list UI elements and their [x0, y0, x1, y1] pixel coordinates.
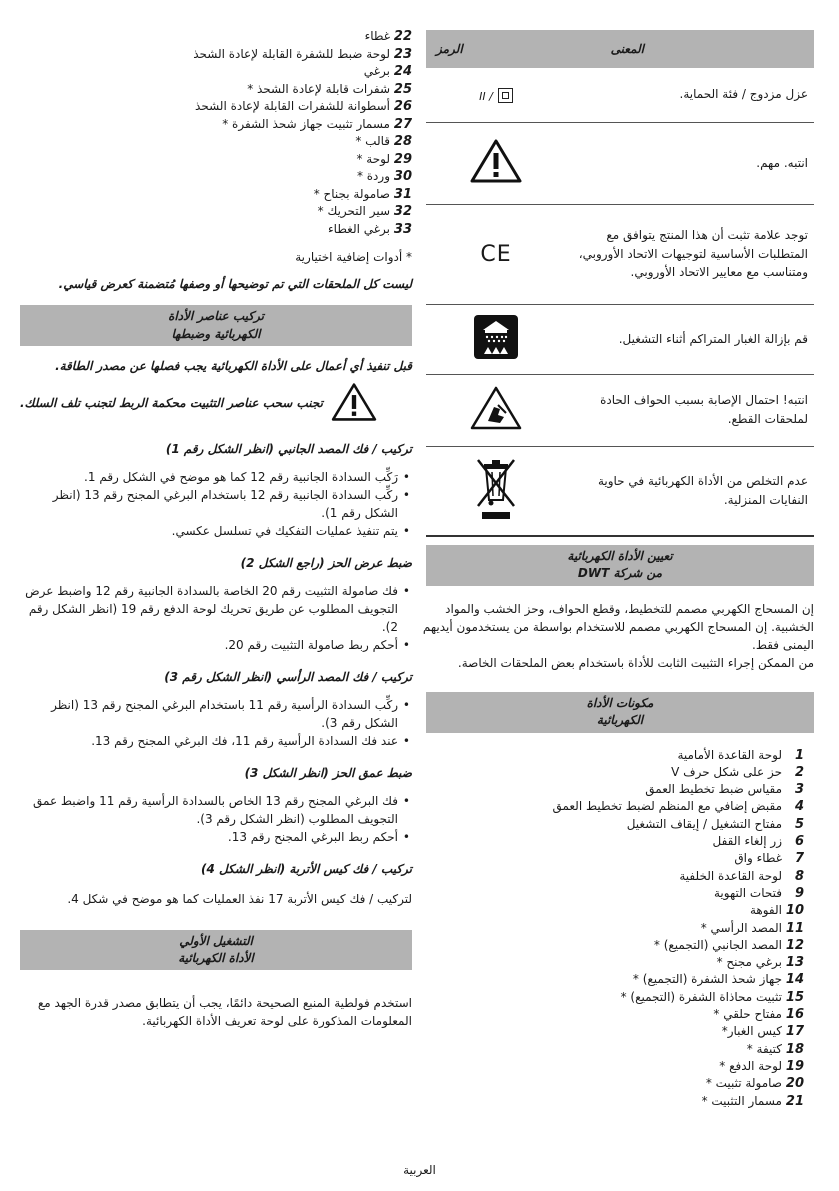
- component-number: 12: [785, 937, 804, 953]
- symbol-meaning: عدم التخلص من الأداة الكهربائية في حاوية النفايات المنزلية.: [566, 446, 814, 536]
- component-number: 13: [785, 955, 804, 971]
- component-number: 20: [785, 1076, 804, 1092]
- component-item: [20, 168, 412, 186]
- component-number: 23: [393, 46, 412, 62]
- component-number: 30: [393, 169, 412, 184]
- double-insulation-icon: II /: [426, 68, 566, 122]
- page-language: العربية: [403, 1163, 436, 1177]
- component-label: سير التحريك *: [317, 204, 390, 218]
- assembly-step: • أحكم ربط البرغي المجنح رقم 13.: [20, 828, 398, 846]
- component-label: قالب *: [355, 134, 390, 148]
- component-number: 3: [794, 782, 804, 798]
- assembly-step: • رَكِّب السدادة الجانبية رقم 12 كما هو موضح في الشكل رقم 1.: [20, 468, 398, 486]
- component-label: مقياس ضبط تخطيط العمق: [645, 782, 782, 797]
- header-symbol: الرمز: [436, 42, 463, 56]
- warning-triangle-icon: [331, 382, 377, 426]
- component-number: 14: [785, 972, 804, 988]
- component-label: كيس الغبار*: [721, 1024, 782, 1039]
- component-number: 24: [393, 64, 412, 79]
- component-label: غطاء: [364, 29, 390, 43]
- component-number: 8: [794, 868, 804, 884]
- component-label: زر إلغاء القفل: [712, 834, 782, 849]
- symbols-table: [426, 30, 814, 537]
- component-item: [426, 868, 814, 885]
- cord-warning-row: [20, 382, 412, 426]
- component-item: [426, 764, 814, 781]
- component-item: [426, 1023, 814, 1040]
- component-number: 7: [794, 851, 804, 867]
- assembly-title: [20, 305, 412, 346]
- component-label: برغي: [363, 64, 390, 78]
- symbol-meaning: انتبه. مهم.: [566, 122, 814, 204]
- component-label: مفتاح حلقي *: [713, 1007, 782, 1022]
- component-label: مسمار التثبيت *: [701, 1093, 782, 1108]
- assembly-section-heading: ضبط عمق الحز (انظر الشكل 3): [244, 765, 412, 780]
- assembly-step: • فك صامولة التثبيت رقم 20 الخاصة بالسدادة الجانبية رقم 12 واضبط عرض التجويف المطلوب عن طريق تحريك لوحة الدفع رقم 19 (انظر الشكل رقم 2).: [20, 582, 398, 636]
- component-label: المصد الجانبي (التجميع) *: [653, 937, 782, 952]
- component-label: أسطوانة للشفرات القابلة لإعادة الشحذ: [195, 99, 390, 113]
- component-label: جهاز شحذ الشفرة (التجميع) *: [632, 972, 782, 987]
- component-number: 15: [785, 989, 804, 1005]
- symbol-meaning: عزل مزدوج / فئة الحماية.: [566, 68, 814, 122]
- component-label: تثبيت محاذاة الشفرة (التجميع) *: [620, 989, 782, 1004]
- component-number: 19: [785, 1058, 804, 1074]
- component-item: [20, 221, 412, 239]
- component-item: [426, 1006, 814, 1023]
- weee-bin-icon: [426, 446, 566, 536]
- initial-operation-title-line1: التشغيل الأولي: [179, 933, 253, 948]
- components-title-line1: مكونات الأداة: [586, 695, 654, 710]
- assembly-steps: [20, 696, 412, 750]
- component-number: 21: [785, 1093, 804, 1109]
- component-number: 17: [785, 1024, 804, 1040]
- assembly-steps: [20, 792, 412, 846]
- component-label: لوحة القاعدة الأمامية: [677, 747, 782, 762]
- component-number: 6: [794, 834, 804, 850]
- component-number: 26: [393, 99, 412, 114]
- identification-text: [408, 600, 814, 672]
- component-item: [426, 1041, 814, 1058]
- component-label: فتحات التهوية: [714, 885, 782, 900]
- component-number: 2: [794, 764, 804, 780]
- component-number: 31: [393, 186, 412, 202]
- component-number: 1: [794, 747, 804, 763]
- initial-operation-title-line2: الأداة الكهربائية: [178, 950, 254, 965]
- component-item: [426, 816, 814, 833]
- component-label: حز على شكل حرف V: [671, 764, 782, 779]
- right-column: [422, 30, 814, 1110]
- component-number: 9: [794, 885, 804, 901]
- component-item: [426, 989, 814, 1006]
- identification-title-line2: من شركة DWT: [577, 566, 663, 581]
- assembly-steps: [20, 582, 412, 654]
- component-item: [426, 1093, 814, 1110]
- component-label: المصد الرأسي *: [700, 920, 782, 935]
- components-title: [426, 692, 814, 733]
- initial-operation-title: [20, 930, 412, 971]
- identification-paragraph: إن المسحاج الكهربي مصمم للتخطيط، وقطع الحواف، وحز الخشب والمواد الخشبية. إن المسحاج الكهربي مصمم للاستخدام بواسطة من يستخدمون أيديهم اليمنى فقط.: [422, 601, 814, 652]
- component-label: وردة *: [356, 169, 390, 183]
- component-label: لوحة الدفع *: [719, 1058, 782, 1073]
- component-number: 29: [393, 151, 412, 167]
- component-number: 32: [393, 204, 412, 219]
- component-label: مفتاح التشغيل / إيقاف التشغيل: [626, 816, 782, 831]
- identification-title-line1: تعيين الأداة الكهربائية: [567, 549, 673, 563]
- component-label: غطاء واق: [734, 851, 782, 866]
- symbol-row-warning: [426, 122, 814, 204]
- component-item: [20, 28, 412, 46]
- component-item: [426, 1058, 814, 1075]
- component-item: [426, 747, 814, 764]
- symbol-row-dust: [426, 304, 814, 374]
- component-item: [20, 46, 412, 64]
- component-item: [426, 902, 814, 919]
- assembly-section-heading: تركيب / فك المصد الرأسي (انظر الشكل رقم 3): [164, 669, 412, 684]
- symbol-row-weee: [426, 446, 814, 536]
- component-item: [426, 798, 814, 815]
- component-item: [20, 116, 412, 134]
- component-number: 28: [393, 134, 412, 149]
- symbol-meaning: توجد علامة تثبت أن هذا المنتج يتوافق مع المتطلبات الأساسية لتوجيهات الاتحاد الأوروبي، ومتناسب مع معايير الاتحاد الأوروبي.: [566, 204, 814, 304]
- sharp-edge-warning-icon: [426, 374, 566, 446]
- symbol-row-sharp-edge: [426, 374, 814, 446]
- component-item: [20, 133, 412, 151]
- left-column: [20, 28, 412, 1030]
- component-item: [426, 850, 814, 867]
- component-item: [426, 1075, 814, 1092]
- component-number: 33: [393, 221, 412, 237]
- initial-operation-text: استخدم فولطية المنبع الصحيحة دائمًا، يجب أن يتطابق مصدر قدرة الجهد مع المعلومات المذكورة على لوحة تعريف الأداة الكهربائية.: [37, 996, 412, 1029]
- component-number: 4: [794, 799, 804, 815]
- component-item: [426, 954, 814, 971]
- component-item: [426, 920, 814, 937]
- component-number: 16: [785, 1007, 804, 1023]
- components-list-continued: [20, 28, 412, 238]
- symbol-row-ce: [426, 204, 814, 304]
- accessories-note: ليست كل الملحقات التي تم توضيحها أو وصفها مُتضمنة كعرض قياسي.: [58, 277, 412, 291]
- component-item: [20, 63, 412, 81]
- optional-tools-note: * أدوات إضافية اختيارية: [295, 250, 412, 264]
- assembly-section-heading: تركيب / فك المصد الجانبي (انظر الشكل رقم 1): [165, 441, 412, 456]
- component-label: برغي الغطاء: [328, 221, 390, 236]
- component-item: [426, 781, 814, 798]
- component-number: 11: [785, 920, 804, 936]
- component-number: 27: [393, 116, 412, 132]
- component-label: شفرات قابلة لإعادة الشحذ *: [247, 81, 390, 96]
- component-label: مقبض إضافي مع المنظم لضبط تخطيط العمق: [552, 799, 782, 814]
- header-meaning: المعنى: [610, 42, 644, 56]
- assembly-step: • يتم تنفيذ عمليات التفكيك في تسلسل عكسي.: [20, 522, 398, 540]
- symbol-row-double-insulation: [426, 68, 814, 122]
- disconnect-warning: قبل تنفيذ أي أعمال على الأداة الكهربائية يجب فصلها عن مصدر الطاقة.: [55, 359, 412, 374]
- assembly-section-text: لتركيب / فك كيس الأتربة 17 نفذ العمليات كما هو موضح في شكل 4.: [67, 891, 412, 906]
- assembly-title-line2: الكهربائية وضبطها: [171, 326, 261, 341]
- component-label: لوحة *: [356, 151, 390, 166]
- component-label: صامولة تثبيت *: [705, 1076, 782, 1091]
- component-label: كتيفة *: [746, 1041, 782, 1056]
- assembly-step: • ركِّب السدادة الرأسية رقم 11 باستخدام البرغي المجنح رقم 13 (انظر الشكل رقم 3).: [20, 696, 398, 732]
- component-label: برغي مجنح *: [716, 955, 782, 970]
- components-list: [426, 747, 814, 1110]
- component-item: [20, 98, 412, 116]
- identification-paragraph-2: من الممكن إجراء التثبيت الثابت للأداة باستخدام بعض الملحقات الخاصة.: [457, 655, 814, 670]
- symbol-meaning: انتبه! احتمال الإصابة بسبب الحواف الحادة لملحقات القطع.: [566, 374, 814, 446]
- assembly-step: • أحكم ربط صامولة التثبيت رقم 20.: [20, 636, 398, 654]
- symbols-table-header: [426, 30, 814, 68]
- assembly-sections: [20, 442, 412, 908]
- component-number: 22: [393, 29, 412, 44]
- components-title-line2: الكهربائية: [596, 713, 644, 728]
- component-number: 5: [794, 816, 804, 832]
- component-item: [426, 937, 814, 954]
- ce-mark-icon: CE: [426, 204, 566, 304]
- assembly-steps: [20, 468, 412, 540]
- assembly-step: • فك البرغي المجنح رقم 13 الخاص بالسدادة الرأسية رقم 11 واضبط عمق التجويف المطلوب (انظر الشكل رقم 3).: [20, 792, 398, 828]
- component-label: لوحة ضبط للشفرة القابلة لإعادة الشحذ: [193, 46, 390, 61]
- symbol-meaning: قم بإزالة الغبار المتراكم أثناء التشغيل.: [566, 304, 814, 374]
- component-label: صامولة بجناح *: [313, 186, 390, 201]
- component-number: 25: [393, 81, 412, 97]
- component-label: مسمار تثبيت جهاز شحذ الشفرة *: [222, 116, 390, 131]
- component-item: [20, 81, 412, 99]
- identification-title: [426, 545, 814, 586]
- cord-warning-text: تجنب سحب عناصر التثبيت محكمة الربط لتجنب تلف السلك.: [20, 395, 324, 410]
- component-label: لوحة القاعدة الخلفية: [679, 868, 782, 883]
- assembly-title-line1: تركيب عناصر الأداة: [168, 309, 264, 324]
- component-item: [20, 186, 412, 204]
- component-item: [426, 833, 814, 850]
- component-item: [426, 971, 814, 988]
- component-number: 18: [785, 1041, 804, 1057]
- component-item: [426, 885, 814, 902]
- assembly-step: • ركِّب السدادة الجانبية رقم 12 باستخدام البرغي المجنح رقم 13 (انظر الشكل رقم 1).: [20, 486, 398, 522]
- component-item: [20, 151, 412, 169]
- assembly-section-heading: تركيب / فك كيس الأتربة (انظر الشكل 4): [201, 861, 412, 876]
- assembly-section-heading: ضبط عرض الحز (راجع الشكل 2): [240, 555, 412, 570]
- warning-triangle-icon: [426, 122, 566, 204]
- component-label: الفوهة: [749, 903, 782, 918]
- component-item: [20, 203, 412, 221]
- assembly-step: • عند فك السدادة الرأسية رقم 11، فك البرغي المجنح رقم 13.: [20, 732, 398, 750]
- dust-extraction-icon: [426, 304, 566, 374]
- component-number: 10: [785, 903, 804, 919]
